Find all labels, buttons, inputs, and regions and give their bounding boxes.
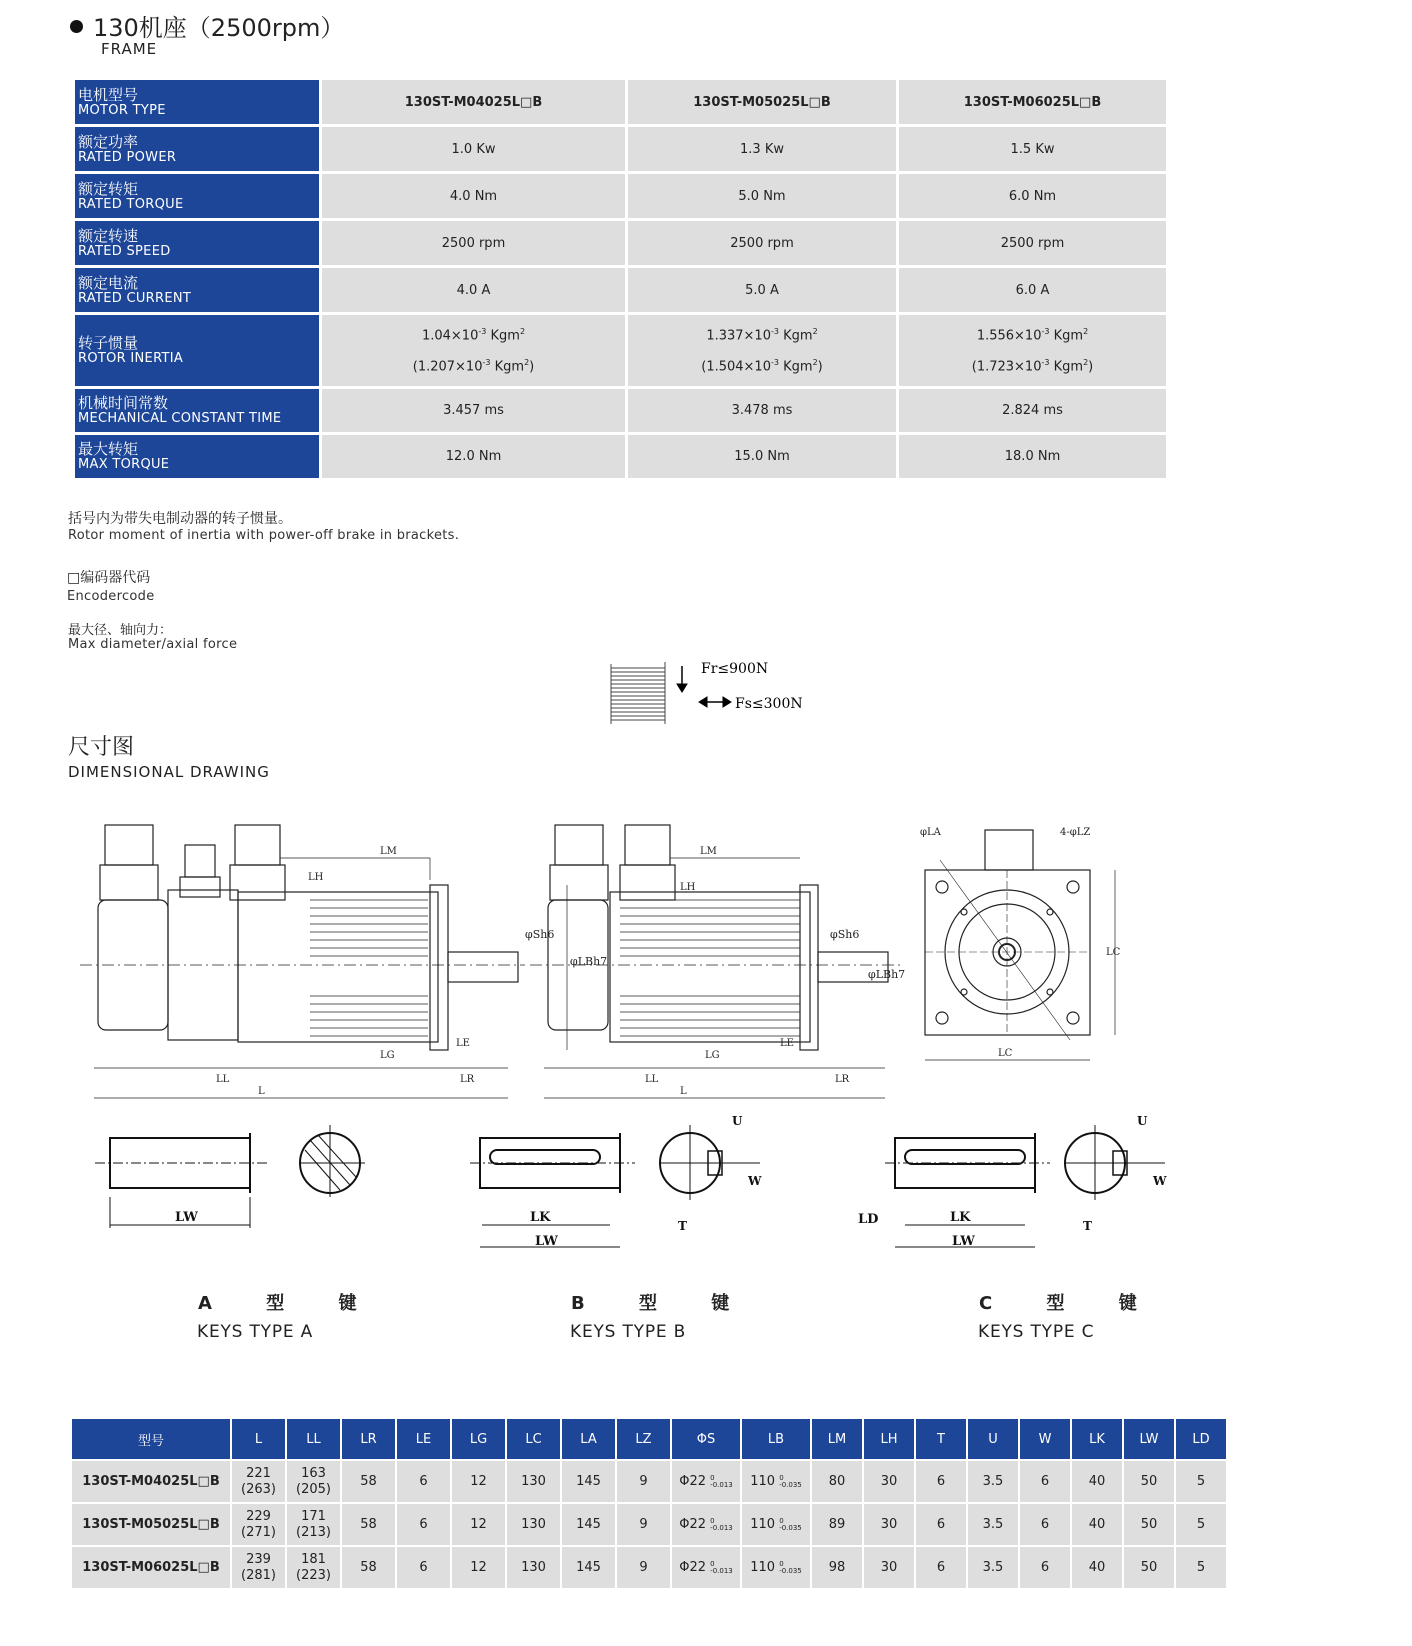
lh-label: LH <box>308 872 324 883</box>
ll-label: LL <box>216 1074 230 1085</box>
col-header: LA <box>562 1419 615 1459</box>
col-header: LC <box>507 1419 560 1459</box>
lr-label: LR <box>835 1074 850 1085</box>
t-label: T <box>1083 1219 1092 1233</box>
col-header: LG <box>452 1419 505 1459</box>
spec-row-mech-time <box>75 389 1166 432</box>
dimension-table-header <box>72 1419 1226 1459</box>
col-header: LM <box>812 1419 862 1459</box>
lg-label: LG <box>705 1050 720 1061</box>
cell: 5.0 Nm <box>628 174 896 218</box>
spec-row-rated-current <box>75 268 1166 312</box>
t-label: T <box>678 1219 687 1233</box>
cell: 15.0 Nm <box>628 435 896 478</box>
lw-label: LW <box>535 1234 558 1249</box>
brake-note-en: Rotor moment of inertia with power-off brake in brackets. <box>68 528 460 543</box>
cell: 6.0 Nm <box>899 174 1166 218</box>
lh-label: LH <box>680 882 696 893</box>
cell: $1.337\times 10^{-3}$ Kgm$^2$ ($1.504\times 10^{-3}$ Kgm$^2$) <box>628 315 896 386</box>
model-cell: 130ST-M05025L□B <box>72 1504 230 1545</box>
cell: 1.3 Kw <box>628 127 896 171</box>
cell: 2500 rpm <box>628 221 896 265</box>
axial-force-arrow-icon <box>699 697 731 707</box>
cell: 2500 rpm <box>899 221 1166 265</box>
lk-label: LK <box>530 1210 551 1225</box>
spec-table <box>72 77 1169 481</box>
motor-side-view-brake <box>80 800 608 1110</box>
row-label: 转子惯量 ROTOR INERTIA <box>75 315 319 386</box>
drawing-title-en: DIMENSIONAL DRAWING <box>68 763 270 781</box>
key-b-label-cn: B 型 键 <box>571 1293 754 1314</box>
encoder-note-cn: □编码器代码 <box>67 570 151 586</box>
lr-label: LR <box>460 1074 475 1085</box>
cell: $1.556\times 10^{-3}$ Kgm$^2$ ($1.723\times 10^{-3}$ Kgm$^2$) <box>899 315 1166 386</box>
row-label: 额定功率 RATED POWER <box>75 127 319 171</box>
motor-front-view <box>910 820 1140 1080</box>
col-header: LE <box>397 1419 450 1459</box>
la-label: φLA <box>920 827 941 838</box>
model-cell: 130ST-M06025L□B <box>72 1547 230 1588</box>
l-label: L <box>680 1086 687 1097</box>
cell: 130ST-M05025L□B <box>628 80 896 124</box>
dimension-table <box>70 1417 1228 1590</box>
key-c-label-cn: C 型 键 <box>979 1293 1161 1314</box>
row-label: 机械时间常数 MECHANICAL CONSTANT TIME <box>75 389 319 432</box>
radial-force-label: Fr≤900N <box>701 661 769 677</box>
row-label: 额定转矩 RATED TORQUE <box>75 174 319 218</box>
col-header: LD <box>1176 1419 1226 1459</box>
key-type-a-drawing <box>90 1125 380 1245</box>
key-type-c-drawing <box>855 1115 1185 1255</box>
cell: 4.0 Nm <box>322 174 625 218</box>
lz-label: 4-φLZ <box>1060 827 1091 838</box>
col-header: T <box>916 1419 966 1459</box>
col-header: LK <box>1072 1419 1122 1459</box>
col-header: W <box>1020 1419 1070 1459</box>
spec-row-rotor-inertia <box>75 315 1166 386</box>
model-cell: 130ST-M04025L□B <box>72 1461 230 1502</box>
force-diagram <box>575 652 805 727</box>
radial-force-arrow-icon <box>677 666 687 692</box>
lc-label-h: LC <box>998 1048 1013 1059</box>
lm-label: LM <box>380 846 397 857</box>
cell: 12.0 Nm <box>322 435 625 478</box>
lbh7-label: φLBh7 <box>570 955 608 968</box>
key-type-b-drawing <box>470 1115 780 1255</box>
bullet-icon <box>70 20 83 33</box>
row-label: 电机型号 MOTOR TYPE <box>75 80 319 124</box>
cell: 3.457 ms <box>322 389 625 432</box>
u-label: U <box>1137 1114 1148 1128</box>
row-label: 最大转矩 MAX TORQUE <box>75 435 319 478</box>
col-header: L <box>232 1419 285 1459</box>
key-c-label-en: KEYS TYPE C <box>978 1322 1095 1342</box>
sh6-label: φSh6 <box>830 928 860 941</box>
col-header: 型号 <box>72 1419 230 1459</box>
cell: 6.0 A <box>899 268 1166 312</box>
spec-row-rated-torque <box>75 174 1166 218</box>
lbh7-label: φLBh7 <box>868 968 906 981</box>
w-label: W <box>1153 1174 1167 1188</box>
spec-row-motor-type <box>75 80 1166 124</box>
cell: 3.478 ms <box>628 389 896 432</box>
page-subtitle: FRAME <box>101 40 158 58</box>
ld-label: LD <box>858 1212 879 1227</box>
lg-label: LG <box>380 1050 395 1061</box>
col-header: U <box>968 1419 1018 1459</box>
row-label: 额定电流 RATED CURRENT <box>75 268 319 312</box>
drawing-title-cn: 尺寸图 <box>68 735 135 760</box>
lw-label: LW <box>175 1210 198 1225</box>
col-header: LR <box>342 1419 395 1459</box>
motor-side-view <box>530 800 906 1110</box>
lc-label-v: LC <box>1106 947 1121 958</box>
table-row: 130ST-M06025L□B 239 (281) 181 (223) 58 6 12 130 145 9 Φ22 0 -0.013 110 0 -0.035 98 30 6 3.5 6 40 50 5 <box>72 1547 1226 1588</box>
l-label: L <box>258 1086 265 1097</box>
le-label: LE <box>456 1038 470 1049</box>
ll-label: LL <box>645 1074 659 1085</box>
col-header: LW <box>1124 1419 1174 1459</box>
key-b-label-en: KEYS TYPE B <box>570 1322 687 1342</box>
page-title: 130机座（2500rpm） <box>70 8 344 43</box>
brake-note-cn: 括号内为带失电制动器的转子惯量。 <box>68 511 292 527</box>
key-a-label-en: KEYS TYPE A <box>197 1322 314 1342</box>
cell: 2.824 ms <box>899 389 1166 432</box>
force-note-en: Max diameter/axial force <box>68 637 238 652</box>
col-header: LB <box>742 1419 810 1459</box>
axial-force-label: Fs≤300N <box>735 696 803 712</box>
row-label: 额定转速 RATED SPEED <box>75 221 319 265</box>
lk-label: LK <box>950 1210 971 1225</box>
col-header: LZ <box>617 1419 670 1459</box>
sh6-label: φSh6 <box>525 928 555 941</box>
lm-label: LM <box>700 846 717 857</box>
spec-row-rated-power <box>75 127 1166 171</box>
cell: $1.04\times 10^{-3}$ Kgm$^2$ ($1.207\times 10^{-3}$ Kgm$^2$) <box>322 315 625 386</box>
shaft-icon <box>611 662 665 724</box>
le-label: LE <box>780 1038 794 1049</box>
cell: 1.0 Kw <box>322 127 625 171</box>
u-label: U <box>732 1114 743 1128</box>
spec-row-max-torque <box>75 435 1166 478</box>
cell: 130ST-M06025L□B <box>899 80 1166 124</box>
force-note-cn: 最大径、轴向力： <box>68 623 173 638</box>
cell: 2500 rpm <box>322 221 625 265</box>
cell: 5.0 A <box>628 268 896 312</box>
table-row: 130ST-M04025L□B 221 (263) 163 (205) 58 6 12 130 145 9 Φ22 0 -0.013 110 0 -0.035 80 30 6 3.5 6 40 50 5 <box>72 1461 1226 1502</box>
lw-label: LW <box>952 1234 975 1249</box>
col-header: LH <box>864 1419 914 1459</box>
spec-row-rated-speed <box>75 221 1166 265</box>
cell: 4.0 A <box>322 268 625 312</box>
col-header: LL <box>287 1419 340 1459</box>
cell: 18.0 Nm <box>899 435 1166 478</box>
cell: 1.5 Kw <box>899 127 1166 171</box>
col-header: ΦS <box>672 1419 740 1459</box>
key-a-label-cn: A 型 键 <box>198 1293 381 1314</box>
encoder-note-en: Encodercode <box>67 589 155 604</box>
w-label: W <box>748 1174 762 1188</box>
table-row: 130ST-M05025L□B 229 (271) 171 (213) 58 6 12 130 145 9 Φ22 0 -0.013 110 0 -0.035 89 30 6 3.5 6 40 50 5 <box>72 1504 1226 1545</box>
cell: 130ST-M04025L□B <box>322 80 625 124</box>
